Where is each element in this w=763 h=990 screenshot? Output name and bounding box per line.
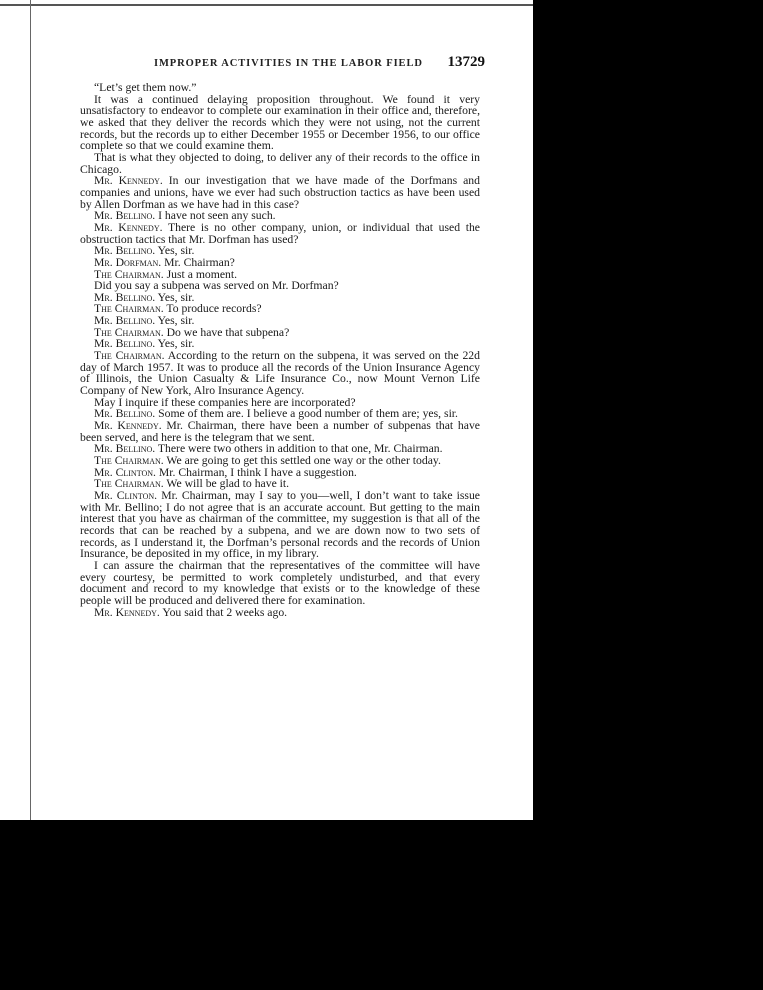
- scan-black-border-bottom: [0, 820, 533, 990]
- speaker-name: Mr. Bellino.: [94, 442, 156, 456]
- speaker-name: The Chairman.: [94, 349, 165, 363]
- speaker-name: Mr. Bellino.: [94, 337, 156, 351]
- speaker-name: Mr. Kennedy.: [94, 220, 163, 234]
- paragraph: [80, 94, 480, 152]
- paragraph: [80, 175, 480, 210]
- paragraph-text: “Let’s get them now.”: [94, 81, 197, 94]
- scan-black-border-right: [533, 0, 763, 990]
- speaker-name: Mr. Kennedy.: [94, 419, 162, 433]
- paragraph-text: There were two others in addition to that one, Mr. Chairman.: [155, 442, 443, 456]
- paragraph: [80, 350, 480, 397]
- speaker-name: The Chairman.: [94, 477, 164, 491]
- running-head: IMPROPER ACTIVITIES IN THE LABOR FIELD: [154, 58, 423, 69]
- speaker-name: The Chairman.: [94, 325, 164, 339]
- paragraph-text: Yes, sir.: [155, 244, 195, 258]
- paragraph-text: May I inquire if these companies here are incorporated?: [94, 395, 356, 409]
- paragraph: [80, 560, 480, 607]
- document-body: [80, 82, 480, 618]
- paragraph-text: There is no other company, union, or individual that used the obstruction tactics that Mr. Dorfman has used?: [80, 220, 480, 246]
- paragraph: [80, 222, 480, 245]
- scan-top-rule: [0, 4, 533, 6]
- speaker-name: Mr. Bellino.: [94, 209, 156, 223]
- paragraph-text: To produce records?: [163, 302, 262, 316]
- page-number: 13729: [447, 54, 485, 70]
- paragraph-text: Yes, sir.: [155, 337, 195, 351]
- paragraph-text: Some of them are. I believe a good number of them are; yes, sir.: [155, 407, 458, 421]
- paragraph-text: Yes, sir.: [155, 314, 195, 328]
- speaker-name: Mr. Kennedy.: [94, 605, 160, 619]
- paragraph-text: That is what they objected to doing, to deliver any of their records to the office in Chicago.: [80, 150, 480, 176]
- paragraph: [80, 607, 480, 619]
- paragraph-text: Mr. Chairman, may I say to you—well, I don’t want to take issue with Mr. Bellino; I do not agree that is an accurate account. But getting to the main interest that you have as chairman of the committee, my suggestion is that all of the records that can be reached by a subpena, and we are down now to two sets of records, as I understand it, the Dorfman’s personal records and the records of Union Insurance, be deposited in my office, in my library.: [80, 488, 480, 561]
- speaker-name: Mr. Bellino.: [94, 244, 156, 258]
- paragraph-text: We are going to get this settled one way or the other today.: [163, 454, 441, 467]
- page-header: [80, 56, 485, 76]
- paragraph-text: I can assure the chairman that the representatives of the committee will have every courtesy, be permitted to work completely undisturbed, and that every document and record to my knowledge that exists or to the knowledge of these people will be produced and delivered there for examination.: [80, 558, 480, 607]
- paragraph-text: Mr. Chairman?: [161, 255, 235, 269]
- paragraph-text: Do we have that subpena?: [163, 325, 290, 339]
- speaker-name: The Chairman.: [94, 267, 164, 281]
- paragraph-text: Just a moment.: [163, 267, 238, 281]
- speaker-name: Mr. Clinton.: [94, 488, 158, 502]
- speaker-name: Mr. Kennedy.: [94, 174, 163, 188]
- paragraph-text: In our investigation that we have made of the Dorfmans and companies and unions, have we ever had such obstruction tactics as have been used by Allen Dorfman as we have had in this case?: [80, 174, 480, 211]
- speaker-name: Mr. Dorfman.: [94, 255, 162, 269]
- paragraph-text: Yes, sir.: [155, 290, 195, 304]
- paragraph-text: Mr. Chairman, I think I have a suggestion.: [155, 465, 357, 479]
- paragraph-text: We will be glad to have it.: [163, 477, 290, 491]
- paragraph: [80, 152, 480, 175]
- speaker-name: Mr. Bellino.: [94, 407, 156, 421]
- speaker-name: The Chairman.: [94, 302, 164, 316]
- speaker-name: Mr. Clinton.: [94, 465, 156, 479]
- paragraph: [80, 490, 480, 560]
- paragraph-text: I have not seen any such.: [155, 209, 276, 223]
- paragraph-text: Mr. Chairman, there have been a number of subpenas that have been served, and here is the telegram that we sent.: [80, 419, 480, 444]
- paragraph-text: It was a continued delaying proposition throughout. We found it very unsatisfactory to endeavor to complete our examination in their office and, therefore, we asked that they deliver the records which they were not using, not the current records, but the records up to either December 1955 or December 1956, to our office complete so that we could examine them.: [80, 92, 480, 153]
- paragraph-text: Did you say a subpena was served on Mr. Dorfman?: [94, 279, 339, 293]
- paragraph: [80, 420, 480, 443]
- speaker-name: The Chairman.: [94, 454, 164, 467]
- speaker-name: Mr. Bellino.: [94, 290, 156, 304]
- scan-left-margin-line: [30, 0, 31, 820]
- speaker-name: Mr. Bellino.: [94, 314, 156, 328]
- paragraph-text: You said that 2 weeks ago.: [159, 605, 288, 619]
- paragraph-text: According to the return on the subpena, it was served on the 22d day of March 1957. It was to produce all the records of the Union Insurance Agency of Illinois, the Union Casualty & Life Insurance Co., now Mount Vernon Life Company of New York, Alro Insurance Agency.: [80, 349, 480, 398]
